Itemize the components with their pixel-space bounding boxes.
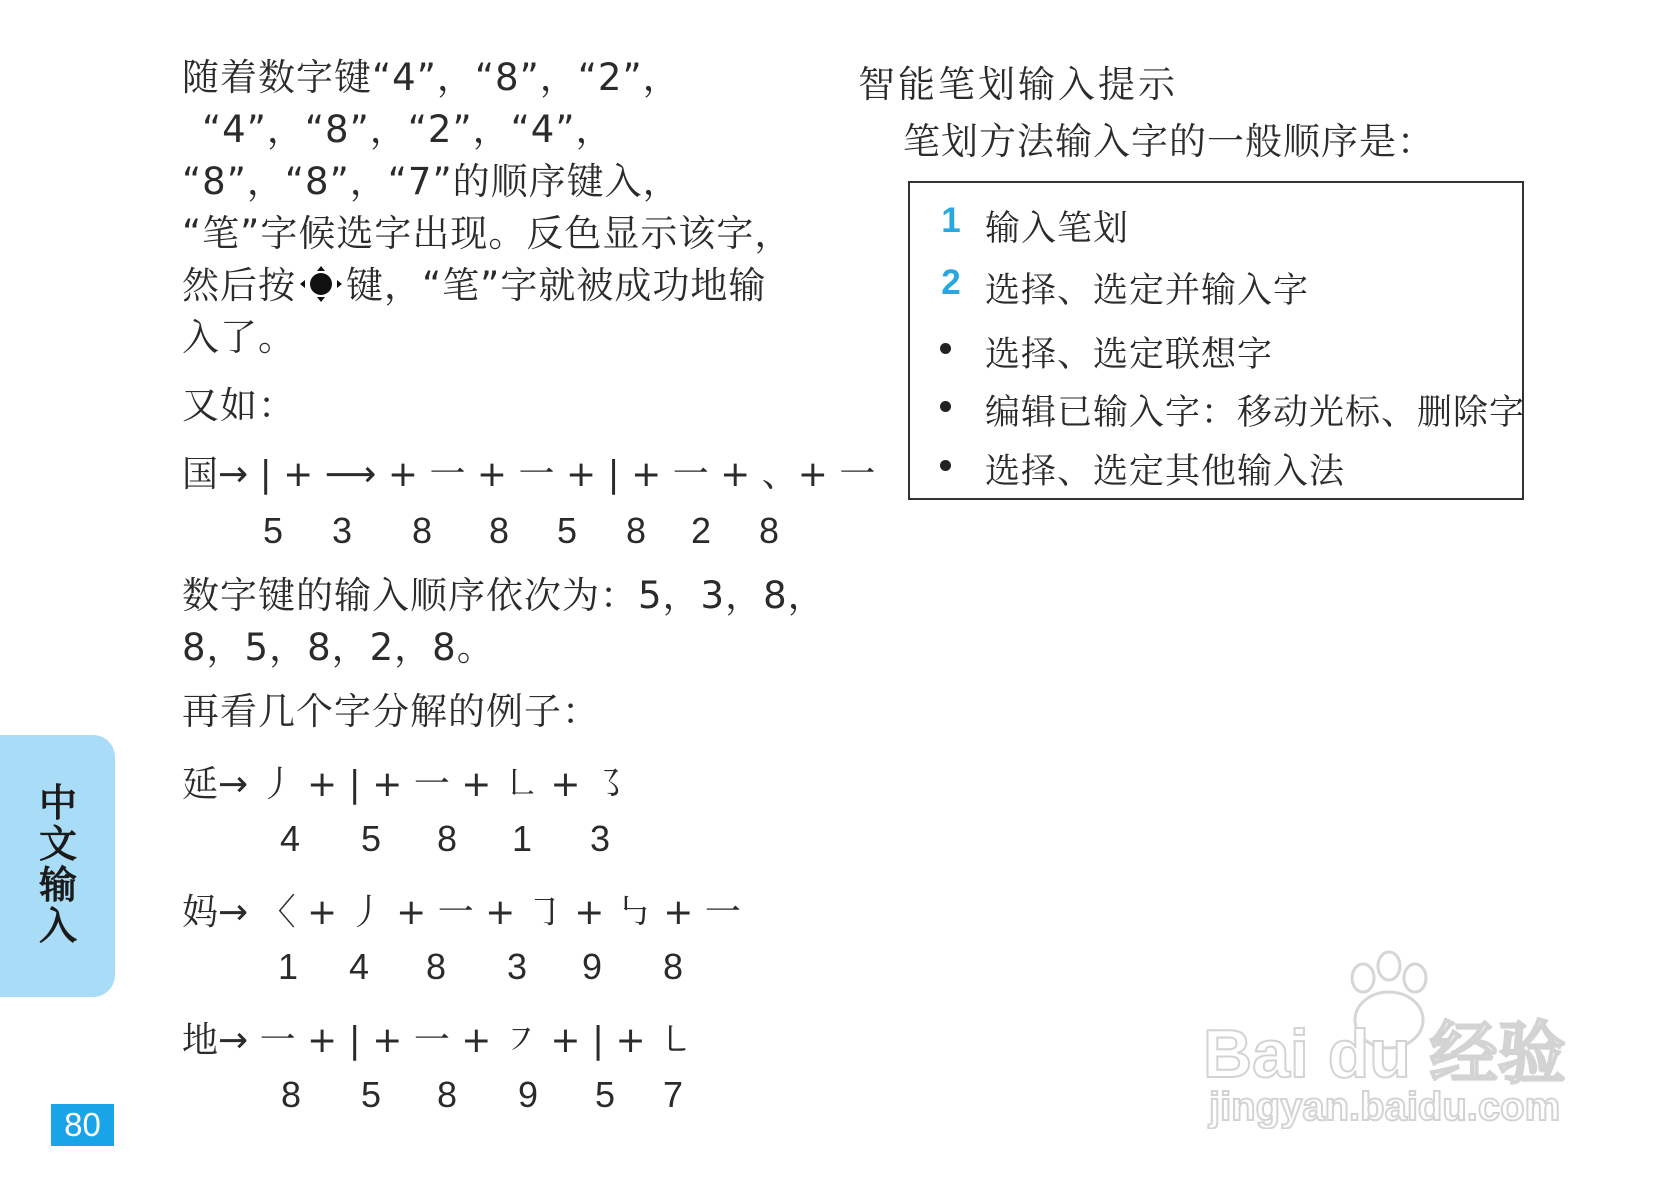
sequence-line-1: 数字键的输入顺序依次为：5，3，8， xyxy=(182,574,826,617)
intro-line-1: 随着数字键“4”，“8”，“2”， xyxy=(182,56,681,99)
tip-text: 编辑已输入字：移动光标、删除字 xyxy=(985,393,1526,433)
baidu-jingyan-watermark xyxy=(1195,950,1615,1140)
bullet-icon xyxy=(940,343,951,354)
guo-stroke-row: 国→ | + ⟶ + 一 + 一 + | + 一 + 、+ 一 xyxy=(182,454,876,495)
more-examples-label: 再看几个字分解的例子： xyxy=(182,690,600,733)
guo-digit: 3 xyxy=(332,510,353,551)
intro-line-5-after: 键，“笔”字就被成功地输 xyxy=(346,264,767,307)
tip-text: 选择、选定其他输入法 xyxy=(985,452,1346,492)
example-yan-stroke-row: 延→ 丿 + | + 一 + ㇗ + ㇌ xyxy=(182,764,628,805)
example-digit: 4 xyxy=(349,946,370,987)
chapter-side-tab-label: 中文输入 xyxy=(38,781,77,948)
guo-digit: 5 xyxy=(263,510,284,551)
guo-digit: 2 xyxy=(691,510,712,551)
guo-digit: 8 xyxy=(489,510,510,551)
watermark-brand: Bai du 经验 xyxy=(1203,1016,1566,1092)
intro-line-6: 入了。 xyxy=(182,316,296,359)
guo-digit: 5 xyxy=(557,510,578,551)
intro-line-5 xyxy=(182,260,792,312)
example-ma-stroke-row: 妈→ 〈 + 丿 + 一 + ㇆ + ㇉ + 一 xyxy=(182,892,741,933)
nav-center-key-icon xyxy=(296,264,346,304)
example-digit: 8 xyxy=(281,1074,302,1115)
tips-subheading: 笔划方法输入字的一般顺序是： xyxy=(903,120,1435,163)
tip-step-number: 1 xyxy=(941,201,961,240)
example-digit: 9 xyxy=(518,1074,539,1115)
tip-step-number: 2 xyxy=(941,263,961,302)
watermark-url: jingyan.baidu.com xyxy=(1209,1085,1561,1129)
example-digit: 8 xyxy=(426,946,447,987)
intro-paragraph xyxy=(182,52,792,364)
example-ma-digit-row xyxy=(0,946,800,990)
intro-line-3: “8”，“8”，“7”的顺序键入， xyxy=(182,160,681,203)
guo-digit: 8 xyxy=(759,510,780,551)
bullet-icon xyxy=(940,401,951,412)
another-example-label: 又如： xyxy=(182,384,296,427)
example-digit: 5 xyxy=(361,1074,382,1115)
page-number: 80 xyxy=(51,1104,114,1146)
example-digit: 7 xyxy=(663,1074,684,1115)
tip-text: 输入笔划 xyxy=(985,209,1130,249)
example-digit: 9 xyxy=(582,946,603,987)
bullet-icon xyxy=(940,460,951,471)
example-digit: 5 xyxy=(361,818,382,859)
example-digit: 1 xyxy=(512,818,533,859)
example-yan-digit-row xyxy=(0,818,800,862)
example-digit: 3 xyxy=(590,818,611,859)
tip-text: 选择、选定并输入字 xyxy=(985,271,1310,311)
guo-digit: 8 xyxy=(412,510,433,551)
tips-heading: 智能笔划输入提示 xyxy=(858,63,1178,106)
example-digit: 8 xyxy=(437,1074,458,1115)
example-digit: 4 xyxy=(280,818,301,859)
example-digit: 3 xyxy=(507,946,528,987)
example-digit: 8 xyxy=(437,818,458,859)
example-digit: 1 xyxy=(278,946,299,987)
guo-digit-row xyxy=(0,510,800,554)
sequence-paragraph xyxy=(182,570,826,674)
intro-line-2: “4”，“8”，“2”，“4”， xyxy=(202,108,614,151)
example-di-digit-row xyxy=(0,1074,800,1118)
guo-digit: 8 xyxy=(626,510,647,551)
intro-line-5-before: 然后按 xyxy=(182,264,296,307)
tip-text: 选择、选定联想字 xyxy=(985,335,1274,375)
example-digit: 5 xyxy=(595,1074,616,1115)
tips-box xyxy=(908,181,1524,500)
intro-line-4: “笔”字候选字出现。反色显示该字， xyxy=(182,212,793,255)
chapter-side-tab xyxy=(0,735,115,997)
example-digit: 8 xyxy=(663,946,684,987)
example-di-stroke-row: 地→ 一 + | + 一 + ㇇ + | + ㇄ xyxy=(182,1020,694,1061)
sequence-line-2: 8，5，8，2，8。 xyxy=(182,626,495,669)
